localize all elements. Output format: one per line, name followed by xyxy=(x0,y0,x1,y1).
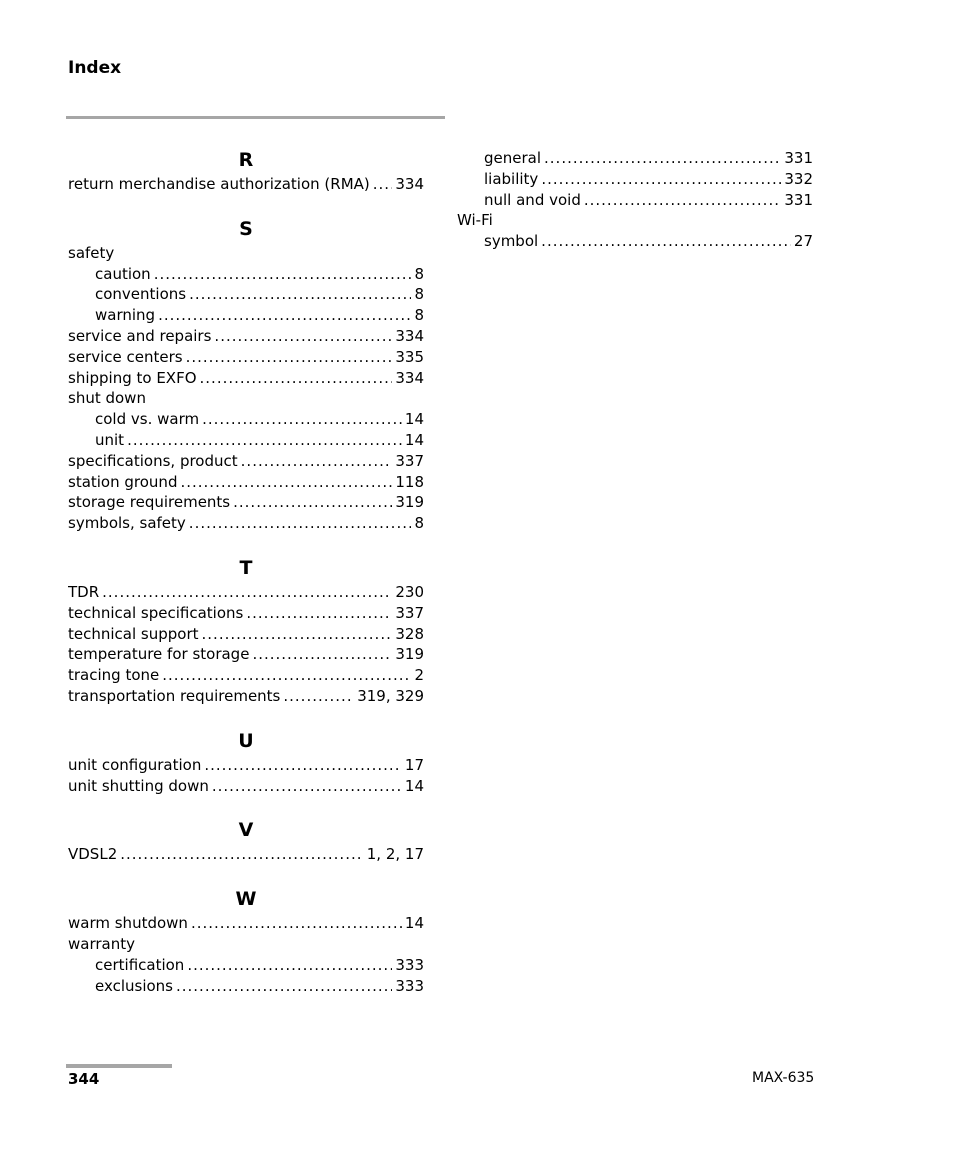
index-page-ref: 331 xyxy=(784,190,813,209)
index-entry xyxy=(68,776,424,797)
index-page-ref: 230 xyxy=(395,582,424,601)
index-entry xyxy=(68,686,424,707)
section-letter: T xyxy=(239,556,253,579)
dot-leader xyxy=(252,644,392,665)
index-page-ref: 27 xyxy=(793,232,813,251)
dot-leader xyxy=(496,210,810,231)
index-term: station ground xyxy=(68,472,178,491)
running-head-title: Index xyxy=(68,58,122,78)
index-term: cold vs. warm xyxy=(95,410,200,429)
index-subentry xyxy=(68,284,424,305)
index-subentry xyxy=(68,409,424,430)
index-page-ref: 334 xyxy=(395,175,424,193)
index-page-ref: 8 xyxy=(414,514,424,533)
index-term: transportation requirements xyxy=(68,686,281,705)
index-page-ref: 333 xyxy=(395,955,424,974)
index-page-ref: 17 xyxy=(404,755,424,774)
dot-leader xyxy=(214,326,392,347)
dot-leader xyxy=(187,955,392,976)
index-entry xyxy=(68,755,424,776)
index-right-column xyxy=(457,148,813,252)
index-term: symbol xyxy=(484,232,539,251)
dot-leader xyxy=(246,603,392,624)
index-page-ref: 14 xyxy=(404,410,424,429)
dot-leader xyxy=(117,243,421,264)
index-page-ref: 8 xyxy=(414,285,424,304)
index-section xyxy=(68,148,424,195)
index-term: technical support xyxy=(68,624,199,643)
index-term: Wi-Fi xyxy=(457,211,493,230)
index-entry xyxy=(68,844,424,865)
index-entry xyxy=(68,243,424,264)
index-term: temperature for storage xyxy=(68,645,250,664)
index-entry xyxy=(68,513,424,534)
index-page-ref: 319, 329 xyxy=(357,686,424,705)
dot-leader xyxy=(202,409,402,430)
index-entry xyxy=(68,644,424,665)
dot-leader xyxy=(191,913,402,934)
index-page-ref: 8 xyxy=(414,264,424,283)
dot-leader xyxy=(189,513,412,534)
index-subentry xyxy=(68,976,424,997)
index-left-column xyxy=(68,148,424,1018)
index-entry xyxy=(68,174,424,195)
dot-leader xyxy=(189,284,411,305)
footer-rule xyxy=(66,1064,172,1068)
index-term: storage requirements xyxy=(68,493,231,512)
dot-leader xyxy=(158,305,411,326)
index-term: unit configuration xyxy=(68,755,202,774)
index-entry xyxy=(68,388,424,409)
index-entry xyxy=(68,913,424,934)
dot-leader xyxy=(212,776,402,797)
index-term: VDSL2 xyxy=(68,845,118,864)
document-id: MAX-635 xyxy=(752,1070,815,1086)
index-subentry xyxy=(457,148,813,169)
index-entry xyxy=(68,326,424,347)
dot-leader xyxy=(102,582,392,603)
dot-leader xyxy=(149,388,421,409)
index-entry xyxy=(457,210,813,231)
dot-leader xyxy=(162,665,411,686)
index-entry xyxy=(68,472,424,493)
index-term: service and repairs xyxy=(68,326,212,345)
index-page-ref: 335 xyxy=(395,347,424,366)
index-term: specifications, product xyxy=(68,451,238,470)
index-entry xyxy=(68,492,424,513)
index-term: return merchandise authorization (RMA) xyxy=(68,175,370,193)
section-letter: V xyxy=(238,819,254,842)
dot-leader xyxy=(200,368,393,389)
dot-leader xyxy=(204,755,402,776)
index-term: null and void xyxy=(484,190,581,209)
index-term: technical specifications xyxy=(68,603,244,622)
index-page-ref: 337 xyxy=(395,451,424,470)
dot-leader xyxy=(138,934,421,955)
index-term: TDR xyxy=(68,582,100,601)
index-section xyxy=(68,556,424,707)
index-term: caution xyxy=(95,264,151,283)
index-page-ref: 2 xyxy=(414,666,424,685)
index-entry xyxy=(68,368,424,389)
index-page-ref: 328 xyxy=(395,624,424,643)
dot-leader xyxy=(241,451,393,472)
index-term: exclusions xyxy=(95,976,173,995)
dot-leader xyxy=(154,264,412,285)
section-letter: W xyxy=(235,888,257,911)
index-subentry xyxy=(457,190,813,211)
index-page-ref: 334 xyxy=(395,368,424,387)
index-term: shipping to EXFO xyxy=(68,368,197,387)
section-letter: R xyxy=(238,149,254,171)
header-rule xyxy=(66,116,445,119)
index-term: unit xyxy=(95,430,125,449)
index-entry xyxy=(68,451,424,472)
index-page-ref: 319 xyxy=(395,645,424,664)
index-page-ref: 331 xyxy=(784,149,813,167)
index-term: warning xyxy=(95,306,156,325)
index-subentry xyxy=(457,169,813,190)
index-term: safety xyxy=(68,243,115,262)
index-page-ref: 14 xyxy=(404,776,424,795)
index-subentry xyxy=(68,430,424,451)
dot-leader xyxy=(176,976,392,997)
dot-leader xyxy=(283,686,354,707)
index-section xyxy=(68,818,424,865)
index-section xyxy=(68,887,424,996)
index-term: conventions xyxy=(95,285,187,304)
index-entry xyxy=(68,934,424,955)
section-letter: S xyxy=(239,217,253,240)
dot-leader xyxy=(186,347,393,368)
index-entry xyxy=(68,624,424,645)
index-term: service centers xyxy=(68,347,183,366)
index-page-ref: 337 xyxy=(395,603,424,622)
index-entry xyxy=(68,665,424,686)
dot-leader xyxy=(541,231,791,252)
index-entry xyxy=(68,603,424,624)
index-page-ref: 1, 2, 17 xyxy=(366,845,424,864)
index-section xyxy=(68,217,424,534)
index-page-ref: 334 xyxy=(395,326,424,345)
dot-leader xyxy=(180,472,392,493)
index-page-ref: 8 xyxy=(414,306,424,325)
index-section xyxy=(68,729,424,797)
index-subentry xyxy=(457,231,813,252)
index-subentry xyxy=(68,305,424,326)
index-page-ref: 14 xyxy=(404,914,424,933)
index-page-ref: 332 xyxy=(784,169,813,188)
dot-leader xyxy=(541,169,781,190)
section-letter: U xyxy=(238,729,254,752)
index-page-ref: 319 xyxy=(395,493,424,512)
dot-leader xyxy=(233,492,392,513)
dot-leader xyxy=(127,430,402,451)
index-subentry xyxy=(68,264,424,285)
index-term: symbols, safety xyxy=(68,514,186,533)
index-term: warranty xyxy=(68,934,135,953)
index-entry xyxy=(68,582,424,603)
index-term: certification xyxy=(95,955,185,974)
dot-leader xyxy=(544,148,781,169)
dot-leader xyxy=(120,844,364,865)
index-subentry xyxy=(68,955,424,976)
index-term: unit shutting down xyxy=(68,776,209,795)
page-number: 344 xyxy=(68,1070,100,1088)
dot-leader xyxy=(584,190,782,211)
index-term: shut down xyxy=(68,389,146,408)
index-entry xyxy=(68,347,424,368)
index-term: tracing tone xyxy=(68,666,160,685)
dot-leader xyxy=(373,174,393,195)
index-page-ref: 14 xyxy=(404,430,424,449)
index-term: general xyxy=(484,149,542,167)
index-page-ref: 118 xyxy=(395,472,424,491)
dot-leader xyxy=(202,624,393,645)
index-page-ref: 333 xyxy=(395,976,424,995)
index-term: liability xyxy=(484,169,539,188)
index-term: warm shutdown xyxy=(68,914,188,933)
